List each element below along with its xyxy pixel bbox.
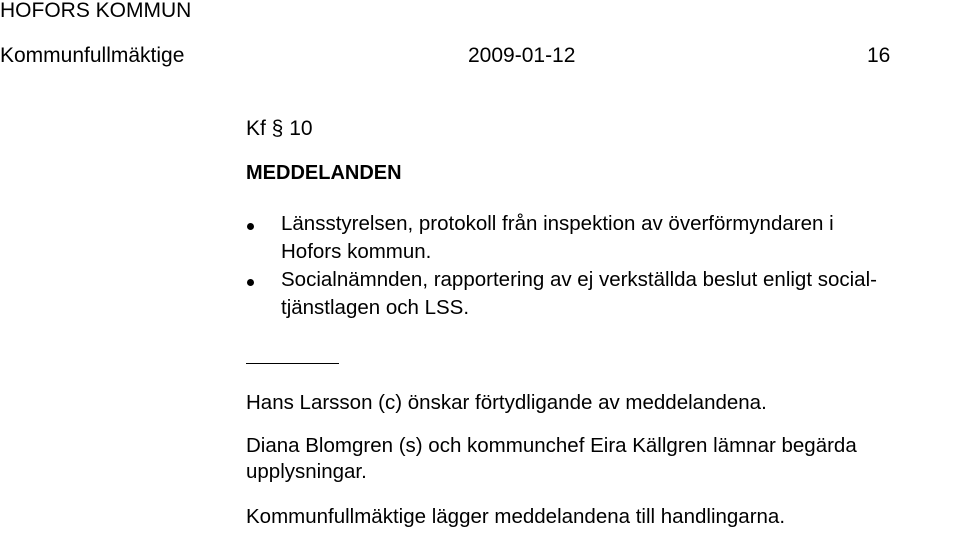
organization-name: HOFORS KOMMUN — [0, 0, 192, 22]
list-item-1-line-1: Länsstyrelsen, protokoll från inspektion av överförmyndaren i — [281, 212, 834, 235]
section-heading: MEDDELANDEN — [246, 162, 402, 184]
paragraph-reference: Kf § 10 — [246, 117, 313, 140]
list-item-2-line-1: Socialnämnden, rapportering av ej verkställda beslut enligt social- — [281, 268, 877, 291]
list-item-1-line-2: Hofors kommun. — [281, 240, 432, 263]
board-name: Kommunfullmäktige — [0, 44, 185, 67]
list-item-2-line-2: tjänstlagen och LSS. — [281, 296, 470, 319]
separator-line — [246, 363, 339, 364]
paragraph-response-line-1: Diana Blomgren (s) och kommunchef Eira Källgren lämnar begärda — [246, 434, 857, 457]
bullet-icon — [247, 223, 254, 230]
meeting-date: 2009-01-12 — [468, 44, 576, 67]
paragraph-decision: Kommunfullmäktige lägger meddelandena till handlingarna. — [246, 505, 786, 528]
paragraph-inquiry: Hans Larsson (c) önskar förtydligande av meddelandena. — [246, 391, 767, 414]
page-number: 16 — [867, 44, 891, 67]
paragraph-response-line-2: upplysningar. — [246, 460, 367, 483]
bullet-icon — [247, 279, 254, 286]
